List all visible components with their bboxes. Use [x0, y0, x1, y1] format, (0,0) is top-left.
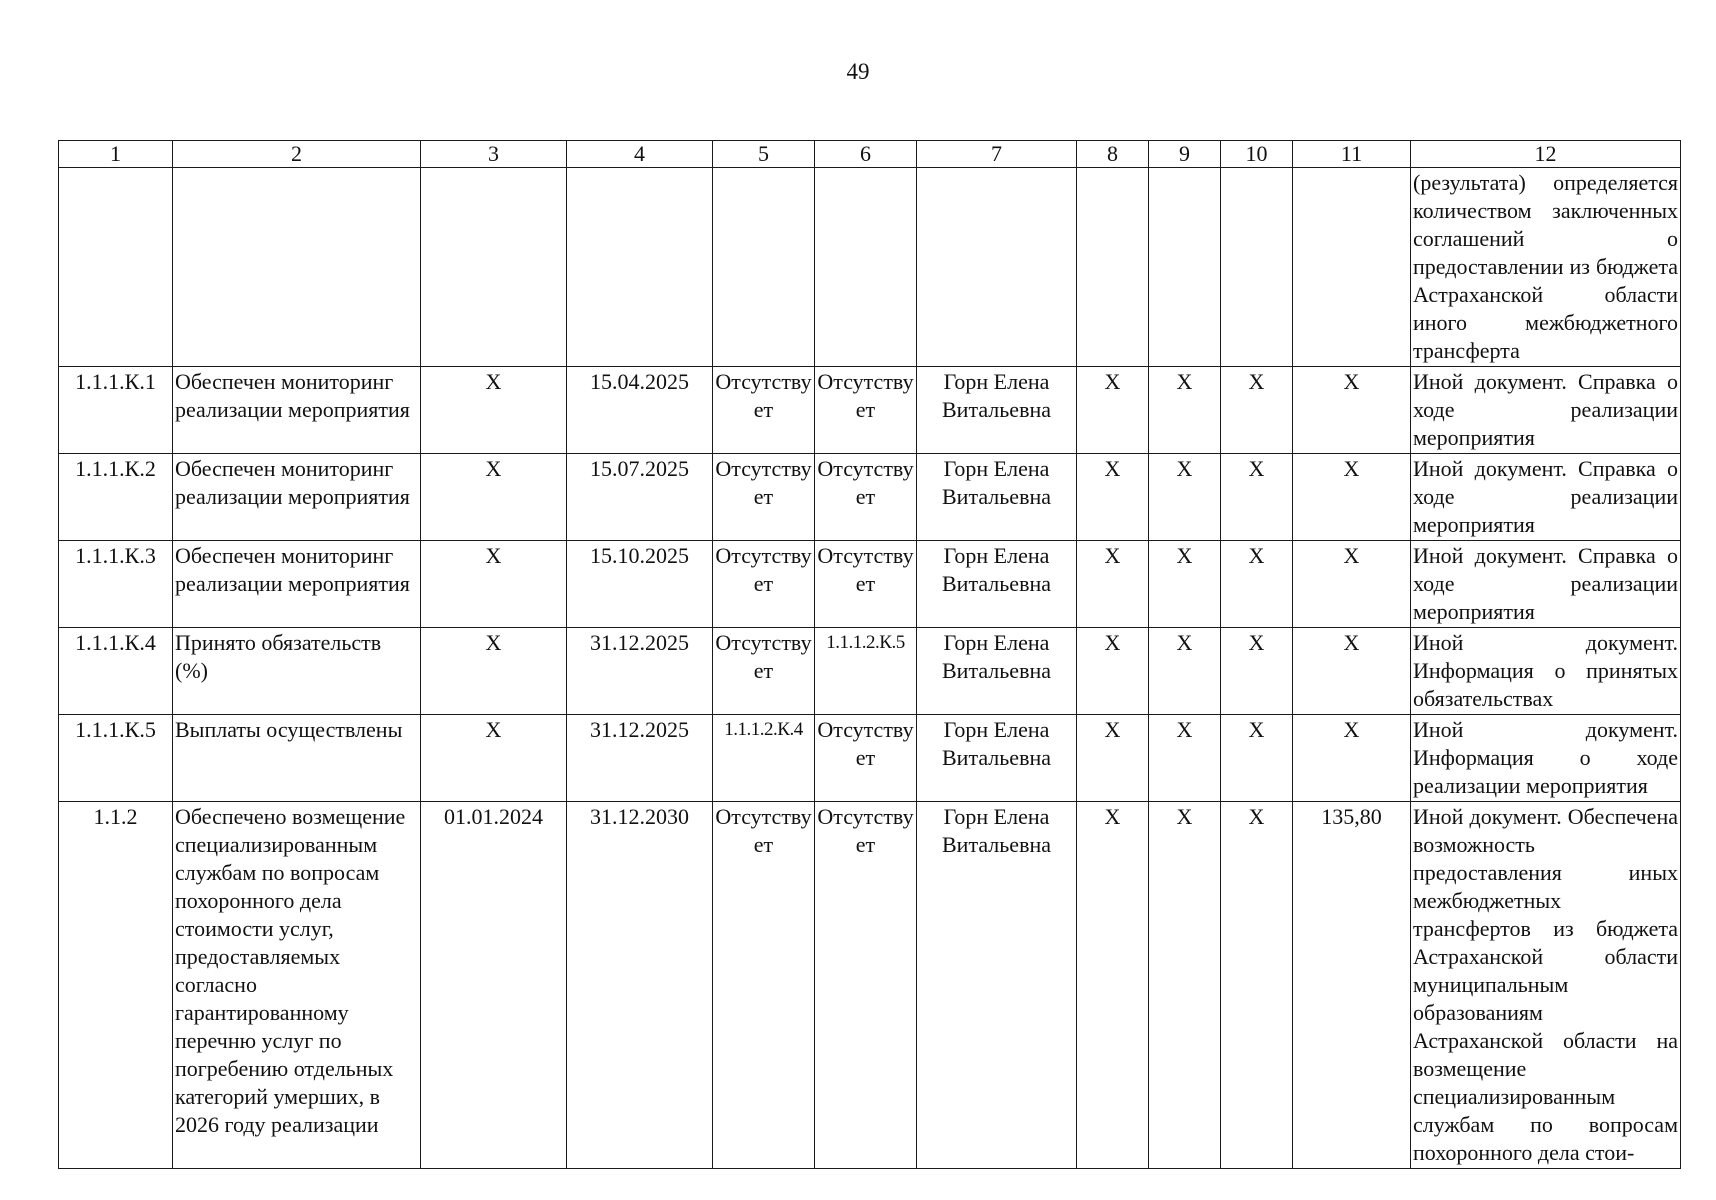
- cell-successor: Отсутствует: [815, 715, 917, 802]
- cell-responsible: Горн Елена Витальевна: [917, 715, 1077, 802]
- cell-col9: [1149, 168, 1221, 367]
- cell-responsible: Горн Елена Витальевна: [917, 367, 1077, 454]
- cell-col11: Х: [1293, 454, 1411, 541]
- cell-number: 1.1.1.К.1: [59, 367, 173, 454]
- cell-col10: Х: [1221, 802, 1293, 1169]
- cell-document: Иной документ. Обеспечена возможность предоставления иных межбюджетных трансфертов из бюджета Астраханской области муниципальным образованиям Астраханской области на возмещение специализированным службам по вопросам похоронного дела стои-: [1411, 802, 1681, 1169]
- cell-number: [59, 168, 173, 367]
- cell-number: 1.1.1.К.3: [59, 541, 173, 628]
- cell-col8: Х: [1077, 802, 1149, 1169]
- cell-start-date: Х: [421, 454, 567, 541]
- cell-document: Иной документ. Справка о ходе реализации мероприятия: [1411, 367, 1681, 454]
- cell-col9: Х: [1149, 802, 1221, 1169]
- cell-col9: Х: [1149, 454, 1221, 541]
- cell-end-date: 15.10.2025: [567, 541, 713, 628]
- cell-responsible: Горн Елена Витальевна: [917, 541, 1077, 628]
- cell-number: 1.1.1.К.2: [59, 454, 173, 541]
- cell-responsible: Горн Елена Витальевна: [917, 802, 1077, 1169]
- cell-result: Обеспечен мониторинг реализации мероприятия: [173, 541, 421, 628]
- cell-result: Обеспечен мониторинг реализации мероприятия: [173, 367, 421, 454]
- column-header-8: 8: [1077, 141, 1149, 168]
- cell-col10: Х: [1221, 715, 1293, 802]
- cell-document: (результата) определяется количеством заключенных соглашений о предоставлении из бюджета Астраханской области иного межбюджетного трансферта: [1411, 168, 1681, 367]
- cell-col9: Х: [1149, 541, 1221, 628]
- cell-end-date: 15.07.2025: [567, 454, 713, 541]
- cell-col9: Х: [1149, 367, 1221, 454]
- column-header-2: 2: [173, 141, 421, 168]
- cell-end-date: 31.12.2030: [567, 802, 713, 1169]
- cell-predecessor: Отсутствует: [713, 367, 815, 454]
- cell-result: [173, 168, 421, 367]
- cell-col10: Х: [1221, 628, 1293, 715]
- page-number: 49: [846, 59, 870, 84]
- cell-col11: Х: [1293, 541, 1411, 628]
- cell-successor: 1.1.1.2.К.5: [815, 628, 917, 715]
- cell-start-date: [421, 168, 567, 367]
- cell-responsible: [917, 168, 1077, 367]
- column-header-11: 11: [1293, 141, 1411, 168]
- cell-col9: Х: [1149, 715, 1221, 802]
- cell-col10: Х: [1221, 454, 1293, 541]
- table-row: [59, 715, 1681, 802]
- table-row: [59, 541, 1681, 628]
- cell-predecessor: Отсутствует: [713, 802, 815, 1169]
- cell-col11: Х: [1293, 715, 1411, 802]
- cell-end-date: 31.12.2025: [567, 715, 713, 802]
- cell-predecessor: 1.1.1.2.К.4: [713, 715, 815, 802]
- cell-predecessor: Отсутствует: [713, 454, 815, 541]
- cell-start-date: Х: [421, 715, 567, 802]
- cell-end-date: 31.12.2025: [567, 628, 713, 715]
- cell-col8: [1077, 168, 1149, 367]
- table-row: [59, 628, 1681, 715]
- cell-number: 1.1.1.К.4: [59, 628, 173, 715]
- cell-document: Иной документ. Справка о ходе реализации мероприятия: [1411, 454, 1681, 541]
- cell-successor: Отсутствует: [815, 802, 917, 1169]
- cell-result: Выплаты осуществлены: [173, 715, 421, 802]
- cell-start-date: 01.01.2024: [421, 802, 567, 1169]
- column-header-7: 7: [917, 141, 1077, 168]
- cell-successor: Отсутствует: [815, 454, 917, 541]
- cell-col11: Х: [1293, 628, 1411, 715]
- cell-number: 1.1.2: [59, 802, 173, 1169]
- cell-document: Иной документ. Информация о принятых обязательствах: [1411, 628, 1681, 715]
- cell-col10: Х: [1221, 367, 1293, 454]
- cell-successor: Отсутствует: [815, 541, 917, 628]
- cell-document: Иной документ. Справка о ходе реализации мероприятия: [1411, 541, 1681, 628]
- cell-successor: [815, 168, 917, 367]
- cell-col11: Х: [1293, 367, 1411, 454]
- cell-result: Принято обязательств (%): [173, 628, 421, 715]
- document-table: [58, 140, 1681, 1169]
- table-row: [59, 802, 1681, 1169]
- table-header-row: [59, 141, 1681, 168]
- cell-col8: Х: [1077, 715, 1149, 802]
- column-header-5: 5: [713, 141, 815, 168]
- cell-end-date: [567, 168, 713, 367]
- column-header-6: 6: [815, 141, 917, 168]
- cell-successor: Отсутствует: [815, 367, 917, 454]
- cell-col8: Х: [1077, 628, 1149, 715]
- table-row: [59, 168, 1681, 367]
- cell-col11: 135,80: [1293, 802, 1411, 1169]
- cell-start-date: Х: [421, 367, 567, 454]
- cell-col8: Х: [1077, 454, 1149, 541]
- cell-responsible: Горн Елена Витальевна: [917, 628, 1077, 715]
- cell-predecessor: Отсутствует: [713, 541, 815, 628]
- table-row: [59, 454, 1681, 541]
- table-row: [59, 367, 1681, 454]
- column-header-10: 10: [1221, 141, 1293, 168]
- cell-result: Обеспечено возмещение специализированным службам по вопросам похоронного дела стоимости услуг, предоставляемых согласно гарантированному перечню услуг по погребению отдельных категорий умерших, в 2026 году реализации: [173, 802, 421, 1169]
- cell-predecessor: Отсутствует: [713, 628, 815, 715]
- cell-predecessor: [713, 168, 815, 367]
- cell-col10: Х: [1221, 541, 1293, 628]
- cell-start-date: Х: [421, 628, 567, 715]
- column-header-3: 3: [421, 141, 567, 168]
- cell-col9: Х: [1149, 628, 1221, 715]
- cell-number: 1.1.1.К.5: [59, 715, 173, 802]
- cell-col8: Х: [1077, 541, 1149, 628]
- cell-end-date: 15.04.2025: [567, 367, 713, 454]
- cell-col11: [1293, 168, 1411, 367]
- cell-col8: Х: [1077, 367, 1149, 454]
- cell-document: Иной документ. Информация о ходе реализации мероприятия: [1411, 715, 1681, 802]
- column-header-4: 4: [567, 141, 713, 168]
- cell-start-date: Х: [421, 541, 567, 628]
- cell-col10: [1221, 168, 1293, 367]
- cell-responsible: Горн Елена Витальевна: [917, 454, 1077, 541]
- cell-result: Обеспечен мониторинг реализации мероприятия: [173, 454, 421, 541]
- column-header-9: 9: [1149, 141, 1221, 168]
- column-header-1: 1: [59, 141, 173, 168]
- column-header-12: 12: [1411, 141, 1681, 168]
